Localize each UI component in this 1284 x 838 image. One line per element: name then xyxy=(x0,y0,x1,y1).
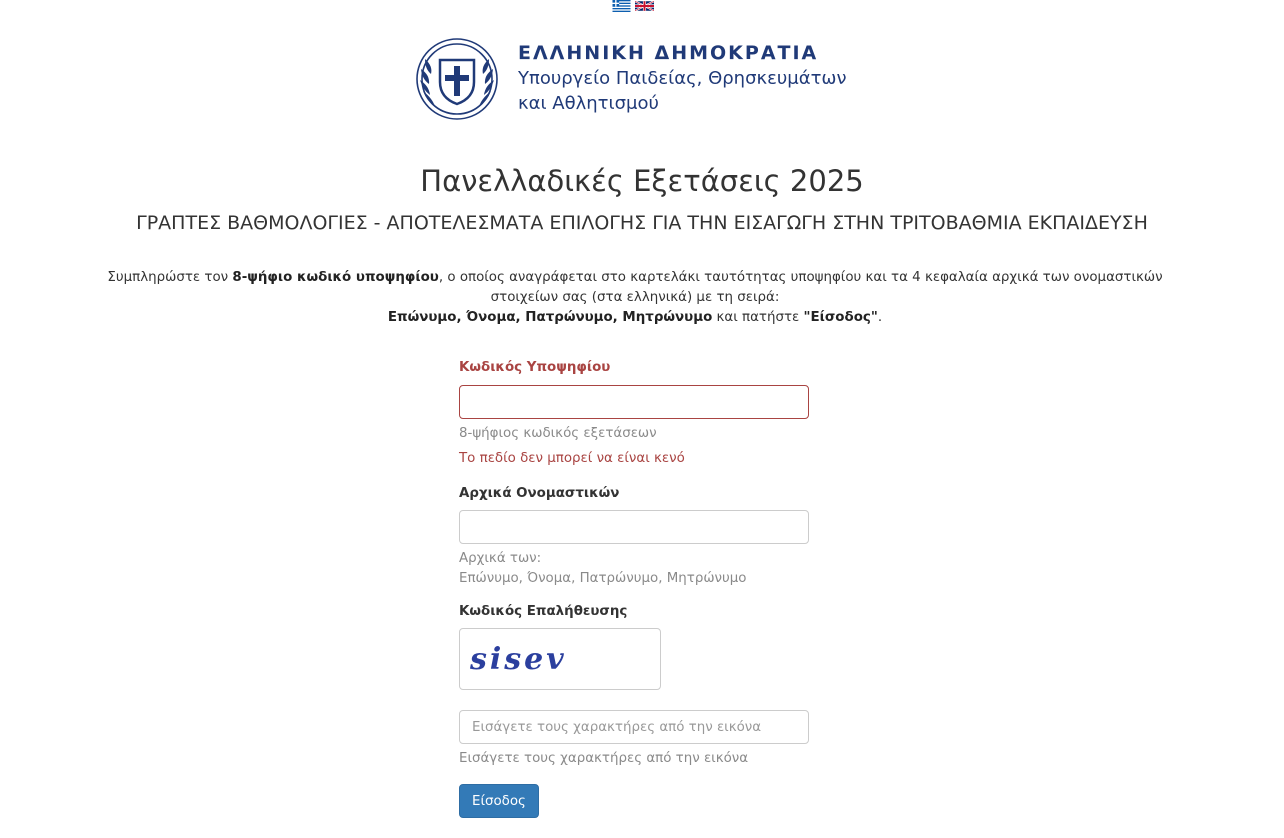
instructions-text-3: και πατήστε xyxy=(712,310,804,325)
instructions xyxy=(80,268,1190,328)
initials-help-line2: Επώνυμο, Όνομα, Πατρώνυμο, Μητρώνυμο xyxy=(459,571,747,586)
instructions-bold-submit: "Είσοδος" xyxy=(803,310,878,325)
captcha-image xyxy=(459,628,661,690)
captcha-label: Κωδικός Επαλήθευσης xyxy=(459,604,628,619)
captcha-image-text: sisev xyxy=(470,641,567,677)
initials-input[interactable] xyxy=(459,510,809,544)
logo-ministry-line1: Υπουργείο Παιδείας, Θρησκευμάτων xyxy=(518,68,847,89)
greek-flag-icon[interactable] xyxy=(612,0,631,12)
captcha-help: Εισάγετε τους χαρακτήρες από την εικόνα xyxy=(459,751,749,766)
page-subtitle: ΓΡΑΠΤΕΣ ΒΑΘΜΟΛΟΓΙΕΣ - ΑΠΟΤΕΛΕΣΜΑΤΑ ΕΠΙΛΟΓΗΣ ΓΙΑ ΤΗΝ ΕΙΣΑΓΩΓΗ ΣΤΗΝ ΤΡΙΤΟΒΑΘΜΙΑ ΕΚΠΑΙΔΕΥΣΗ xyxy=(136,212,1148,234)
instructions-text-1: Συμπληρώστε τον xyxy=(107,270,233,285)
logo-title: ΕΛΛΗΝΙΚΗ ΔΗΜΟΚΡΑΤΙΑ xyxy=(518,42,819,64)
initials-label: Αρχικά Ονομαστικών xyxy=(459,486,620,501)
candidate-code-help: 8-ψήφιος κωδικός εξετάσεων xyxy=(459,426,657,441)
submit-button[interactable]: Είσοδος xyxy=(459,784,539,818)
captcha-group xyxy=(459,602,809,769)
login-form xyxy=(459,356,809,818)
candidate-code-error: Το πεδίο δεν μπορεί να είναι κενό xyxy=(459,451,685,466)
uk-flag-icon[interactable] xyxy=(635,0,654,12)
captcha-input[interactable] xyxy=(459,710,809,744)
greek-coat-of-arms-icon xyxy=(414,36,500,122)
ministry-logo xyxy=(414,36,847,122)
initials-help-line1: Αρχικά των: xyxy=(459,551,542,566)
logo-text xyxy=(518,40,847,116)
instructions-text-2: , ο οποίος αναγράφεται στο καρτελάκι ταυτότητας υποψηφίου και τα 4 κεφαλαία αρχικά των ονομαστικών στοιχείων σας (στα ελληνικά) με τη σειρά: xyxy=(438,270,1163,305)
candidate-code-group xyxy=(459,358,809,469)
instructions-bold-order: Επώνυμο, Όνομα, Πατρώνυμο, Μητρώνυμο xyxy=(387,310,713,325)
instructions-bold-code: 8-ψήφιο κωδικό υποψηφίου xyxy=(232,270,439,285)
page-title: Πανελλαδικές Εξετάσεις 2025 xyxy=(420,164,864,198)
logo-ministry-line2: και Αθλητισμού xyxy=(518,93,659,114)
language-switcher xyxy=(612,0,654,12)
instructions-text-4: . xyxy=(877,310,883,325)
candidate-code-input[interactable] xyxy=(459,385,809,419)
initials-group xyxy=(459,484,809,589)
candidate-code-label: Κωδικός Υποψηφίου xyxy=(459,360,611,375)
